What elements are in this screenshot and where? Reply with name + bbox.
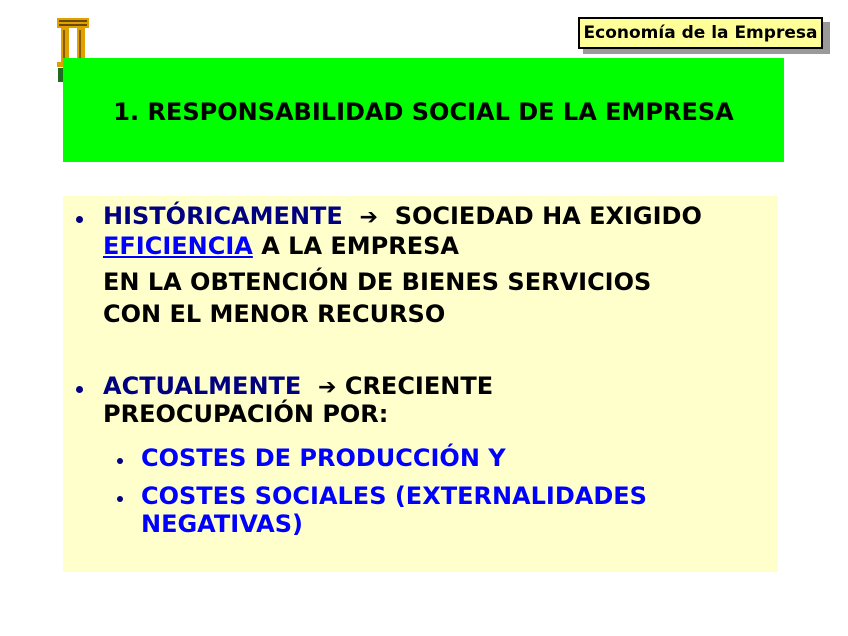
bullet1-line2	[103, 232, 459, 260]
content-box	[63, 196, 778, 572]
bullet2-keyword: ACTUALMENTE	[103, 372, 302, 400]
sub-item-costes-sociales: COSTES SOCIALES (EXTERNALIDADES	[141, 482, 647, 510]
right-arrow-icon: ➔	[318, 375, 337, 400]
bullet2-line2: PREOCUPACIÓN POR:	[103, 400, 389, 428]
bullet2-text-a: CRECIENTE	[344, 372, 494, 400]
sub-item-costes-sociales-cont: NEGATIVAS)	[141, 510, 303, 538]
bullet2-line1	[103, 372, 493, 402]
bullet1-text-a: SOCIEDAD HA EXIGIDO	[394, 202, 702, 230]
bullet1-line1	[103, 202, 702, 232]
sub-bullet-dot	[117, 458, 123, 464]
sub-item-costes-produccion: COSTES DE PRODUCCIÓN Y	[141, 444, 506, 472]
bullet-dot	[76, 216, 83, 223]
bullet-dot	[76, 386, 83, 393]
title-band	[63, 58, 784, 162]
bullet1-line4: CON EL MENOR RECURSO	[103, 300, 446, 328]
bullet1-keyword: HISTÓRICAMENTE	[103, 202, 343, 230]
right-arrow-icon: ➔	[359, 205, 378, 230]
eficiencia-link[interactable]: EFICIENCIA	[103, 232, 253, 260]
bullet1-text-b: A LA EMPRESA	[261, 232, 459, 260]
sub-bullet-dot	[117, 496, 123, 502]
course-tag: Economía de la Empresa	[578, 17, 823, 49]
slide-title: 1. RESPONSABILIDAD SOCIAL DE LA EMPRESA	[113, 98, 734, 126]
bullet1-line3: EN LA OBTENCIÓN DE BIENES SERVICIOS	[103, 268, 652, 296]
